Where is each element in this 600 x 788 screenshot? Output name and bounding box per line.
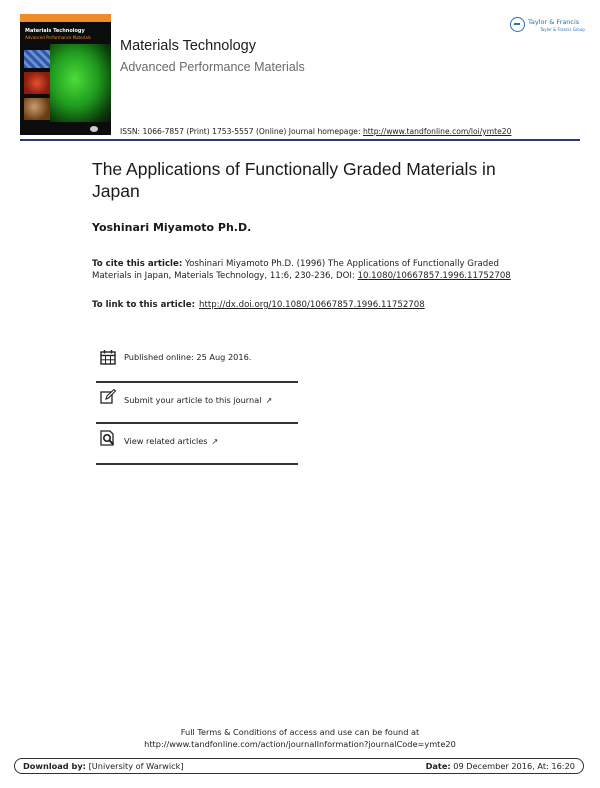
issn-text: ISSN: 1066-7857 (Print) 1753-5557 (Online) Journal homepage: [120,127,363,136]
journal-subtitle: Advanced Performance Materials [120,60,305,74]
citation-text: Yoshinari Miyamoto Ph.D. (1996) The Applications of Functionally Graded Materials in Japan, Materials Technology, 11:6, 230-236, DOI: [92,259,499,281]
calendar-icon [100,349,116,365]
cover-subtitle: Advanced Performance Materials [25,35,91,40]
publisher-logo-name: Taylor & Francis [528,18,580,26]
download-by [23,761,184,771]
issn-line [120,127,511,136]
cover-title: Materials Technology [25,28,85,34]
separator [96,463,298,465]
download-by-label: Download by: [23,761,86,771]
related-articles-label: View related articles [124,436,208,446]
publisher-logo-icon [510,17,525,32]
terms-text: Full Terms & Conditions of access and use can be found at [180,727,420,737]
journal-title: Materials Technology [120,38,256,54]
cover-image-brown [24,98,50,120]
cover-image-green [50,44,111,122]
download-info-bar [14,758,584,774]
related-articles-row[interactable] [96,430,298,450]
published-row [96,348,298,368]
download-date-value: 09 December 2016, At: 16:20 [450,761,575,771]
separator [96,422,298,424]
citation-label: To cite this article: [92,259,183,269]
external-link-icon: ↗ [265,396,273,405]
header-rule [20,139,580,141]
article-link-label: To link to this article: [92,300,196,310]
submit-article-link[interactable] [124,395,272,405]
download-date-label: Date: [425,761,451,771]
submit-article-label: Submit your article to this journal [124,395,262,405]
publisher-logo [510,16,585,36]
publisher-logo-tagline: Taylor & Francis Group [540,27,585,32]
submit-article-row[interactable] [96,389,298,409]
separator [96,381,298,383]
cover-image-blue [24,50,50,68]
download-by-value: [University of Warwick] [85,761,184,771]
cover-image-red [24,72,50,94]
journal-homepage-link[interactable]: http://www.tandfonline.com/loi/ymte20 [362,127,512,136]
citation [92,258,512,282]
terms-url[interactable]: http://www.tandfonline.com/action/journalInformation?journalCode=ymte20 [144,739,456,749]
citation-doi-link[interactable]: 10.1080/10667857.1996.11752708 [357,271,511,281]
cover-stripe [20,14,111,22]
search-document-icon [100,430,116,446]
article-author: Yoshinari Miyamoto Ph.D. [92,221,252,234]
edit-icon [100,389,116,405]
article-link [92,300,425,310]
cover-logo-icon [90,126,98,132]
related-articles-link[interactable] [124,436,218,446]
published-date: Published online: 25 Aug 2016. [124,352,252,362]
article-title: The Applications of Functionally Graded Materials in Japan [92,159,496,201]
external-link-icon: ↗ [211,437,219,446]
download-date [426,761,575,771]
journal-cover [20,14,111,135]
article-link-url[interactable]: http://dx.doi.org/10.1080/10667857.1996.11752708 [199,300,425,310]
